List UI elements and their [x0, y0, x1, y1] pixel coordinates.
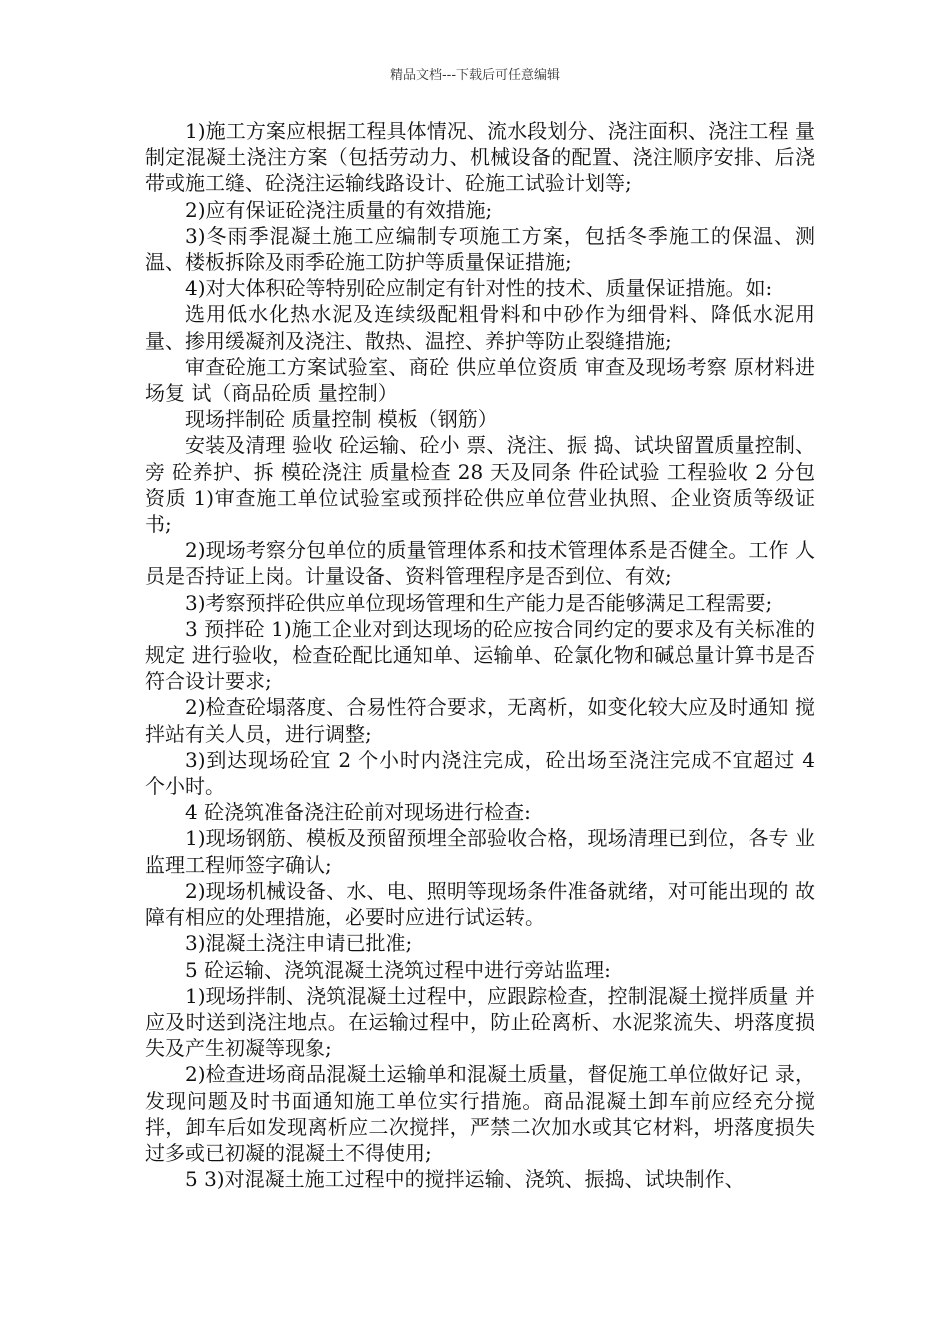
- paragraph: 1)现场钢筋、模板及预留预埋全部验收合格，现场清理已到位，各专 业监理工程师签字确认;: [145, 826, 815, 877]
- page-header: 精品文档---下载后可任意编辑: [389, 68, 561, 83]
- paragraph: 1)现场拌制、浇筑混凝土过程中，应跟踪检查，控制混凝土搅拌质量 并应及时送到浇注地点。在运输过程中，防止砼离析、水泥浆流失、坍落度损失及产生初凝等现象;: [145, 983, 815, 1061]
- paragraph: 2)检查砼塌落度、合易性符合要求，无离析，如变化较大应及时通知 搅拌站有关人员，进行调整;: [145, 695, 815, 746]
- paragraph: 5 砼运输、浇筑混凝土浇筑过程中进行旁站监理:: [185, 957, 611, 982]
- paragraph: 4 砼浇筑准备浇注砼前对现场进行检查:: [185, 800, 531, 825]
- paragraph: 1)施工方案应根据工程具体情况、流水段划分、浇注面积、浇注工程 量制定混凝土浇注方案（包括劳动力、机械设备的配置、浇注顺序安排、后浇带或施工缝、砼浇注运输线路设计、砼施工试验计划等;: [145, 119, 815, 196]
- paragraph: 2)现场机械设备、水、电、照明等现场条件准备就绪，对可能出现的 故障有相应的处理措施，必要时应进行试运转。: [145, 878, 815, 930]
- paragraph: 3 预拌砼 1)施工企业对到达现场的砼应按合同约定的要求及有关标准的规定 进行验收，检查砼配比通知单、运输单、砼氯化物和碱总量计算书是否符合设计要求;: [145, 616, 815, 694]
- paragraph: 3)混凝土浇注申请已批准;: [185, 931, 413, 956]
- paragraph: 2)现场考察分包单位的质量管理体系和技术管理体系是否健全。工作 人员是否持证上岗。计量设备、资料管理程序是否到位、有效;: [145, 538, 815, 589]
- paragraph: 2)应有保证砼浇注质量的有效措施;: [185, 197, 493, 222]
- paragraph: 2)检查进场商品混凝土运输单和混凝土质量，督促施工单位做好记 录，发现问题及时书面通知施工单位实行措施。商品混凝土卸车前应经充分搅拌，卸车后如发现离析应二次搅拌，严禁二次加水或其它材料，坍落度损失过多或已初凝的混凝土不得使用;: [145, 1062, 815, 1165]
- paragraph: 3)考察预拌砼供应单位现场管理和生产能力是否能够满足工程需要;: [185, 590, 773, 615]
- paragraph: 安装及清理 验收 砼运输、砼小 票、浇注、振 捣、试块留置质量控制、旁 砼养护、拆 模砼浇注 质量检查 28 天及同条 件砼试验 工程验收 2 分包资质 1)审查施工单位试验室或预拌砼供应单位营业执照、企业资质等级证 书;: [145, 433, 815, 537]
- paragraph: 5 3)对混凝土施工过程中的搅拌运输、浇筑、振捣、试块制作、: [185, 1167, 745, 1192]
- paragraph: 3)冬雨季混凝土施工应编制专项施工方案，包括冬季施工的保温、测 温、楼板拆除及雨季砼施工防护等质量保证措施;: [145, 223, 815, 275]
- paragraph: 现场拌制砼 质量控制 模板（钢筋）: [185, 407, 498, 432]
- document-body: [145, 118, 815, 1192]
- paragraph: 审查砼施工方案试验室、商砼 供应单位资质 审查及现场考察 原材料进场复 试（商品砼质 量控制）: [145, 354, 815, 406]
- paragraph: 3)到达现场砼宜 2 个小时内浇注完成，砼出场至浇注完成不宜超过 4 个小时。: [145, 747, 815, 799]
- paragraph: 4)对大体积砼等特别砼应制定有针对性的技术、质量保证措施。如:: [185, 276, 773, 301]
- paragraph: 选用低水化热水泥及连续级配粗骨料和中砂作为细骨料、降低水泥用量、掺用缓凝剂及浇注、散热、温控、养护等防止裂缝措施;: [145, 302, 815, 353]
